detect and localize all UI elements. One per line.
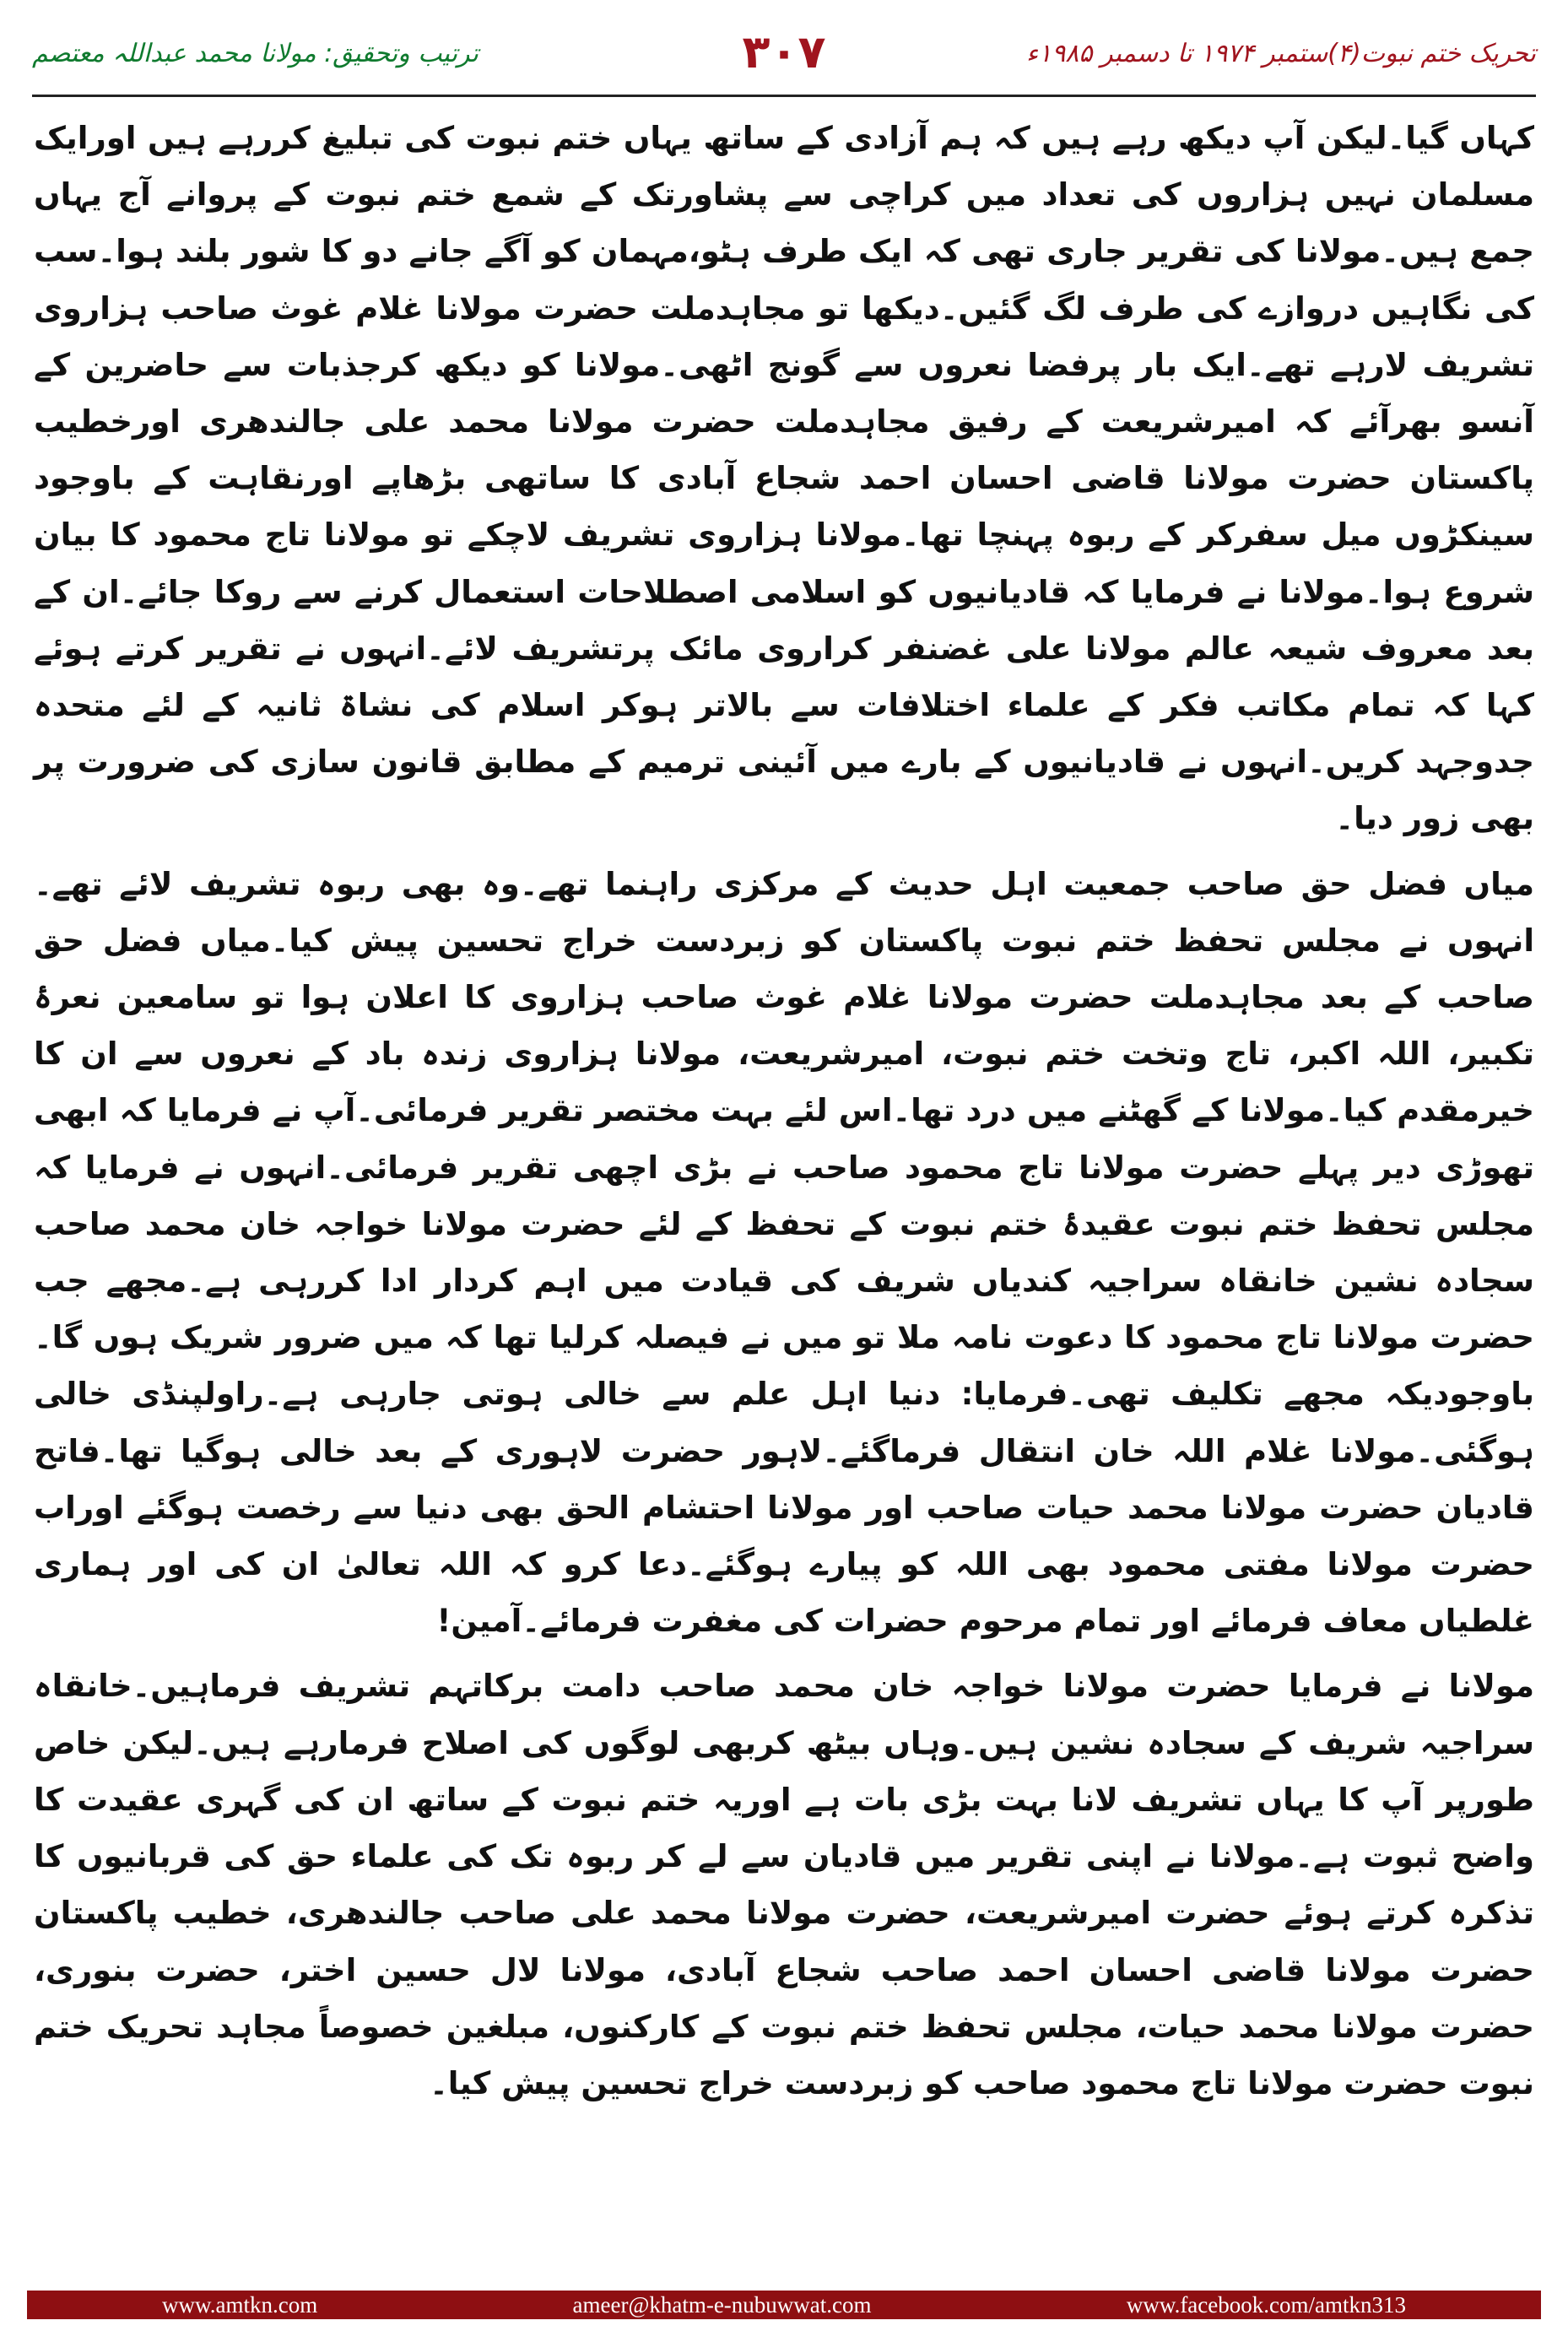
compiler-credit: ترتیب وتحقیق: مولانا محمد عبداللہ معتصم: [32, 39, 479, 68]
paragraph-1: کہاں گیا۔لیکن آپ دیکھ رہے ہیں کہ ہم آزادی کے ساتھ یہاں ختم نبوت کی تبلیغ کررہے ہیں اورایک مسلمان نہیں ہزاروں کی تعداد میں کراچی سے پشاورتک کے شمع ختم نبوت کے پروانے آج یہاں جمع ہیں۔مولانا کی تقریر جاری تھی کہ ایک طرف ہٹو،مہمان کو آگے جانے دو کا شور بلند ہوا۔سب کی نگاہیں دروازے کی طرف لگ گئیں۔دیکھا تو مجاہدملت حضرت مولانا غلام غوث صاحب ہزاروی تشریف لارہے تھے۔ایک بار پرفضا نعروں سے گونج اٹھی۔مولانا کو دیکھ کرجذبات سے حاضرین کے آنسو بھرآئے کہ امیرشریعت کے رفیق مجاہدملت حضرت مولانا محمد علی جالندھری اورخطیب پاکستان حضرت مولانا قاضی احسان احمد شجاع آبادی کا ساتھی بڑھاپے اورنقاہت کے باوجود سینکڑوں میل سفرکر کے ربوہ پہنچا تھا۔مولانا ہزاروی تشریف لاچکے تو مولانا تاج محمود کا بیان شروع ہوا۔مولانا نے فرمایا کہ قادیانیوں کو اسلامی اصطلاحات استعمال کرنے سے روکا جائے۔ان کے بعد معروف شیعہ عالم مولانا علی غضنفر کراروی مائک پرتشریف لائے۔انہوں نے تقریر کرتے ہوئے کہا کہ تمام مکاتب فکر کے علماء اختلافات سے بالاتر ہوکر اسلام کی نشاۃ ثانیہ کے لئے متحدہ جدوجہد کریں۔انہوں نے قادیانیوں کے بارے میں آئینی ترمیم کے مطابق قانون سازی کی ضرورت پر بھی زور دیا۔: [34, 120, 1534, 837]
footer-bar: [27, 2291, 1541, 2319]
paragraph-3: مولانا نے فرمایا حضرت مولانا خواجہ خان محمد صاحب دامت برکاتہم تشریف فرماہیں۔خانقاہ سراجیہ شریف کے سجادہ نشین ہیں۔وہاں بیٹھ کربھی لوگوں کی اصلاح فرمارہے ہیں۔لیکن خاص طورپر آپ کا یہاں تشریف لانا بہت بڑی بات ہے اوریہ ختم نبوت کے ساتھ ان کی گہری عقیدت کا واضح ثبوت ہے۔مولانا نے اپنی تقریر میں قادیان سے لے کر ربوہ تک کی علماء حق کی قربانیوں کا تذکرہ کرتے ہوئے حضرت امیرشریعت، حضرت مولانا محمد علی صاحب جالندھری، خطیب پاکستان حضرت مولانا قاضی احسان احمد صاحب شجاع آبادی، مولانا لال حسین اختر، حضرت بنوری، حضرت مولانا محمد حیات، مجلس تحفظ ختم نبوت کے کارکنوں، مبلغین خصوصاً مجاہد تحریک ختم نبوت حضرت مولانا تاج محمود صاحب کو زبردست خراج تحسین پیش کیا۔: [34, 1668, 1534, 2101]
paragraph-2: میاں فضل حق صاحب جمعیت اہل حدیث کے مرکزی راہنما تھے۔وہ بھی ربوہ تشریف لائے تھے۔انہوں نے مجلس تحفظ ختم نبوت پاکستان کو زبردست خراج تحسین پیش کیا۔میاں فضل حق صاحب کے بعد مجاہدملت حضرت مولانا غلام غوث صاحب ہزاروی کا اعلان ہوا تو سامعین نعرۂ تکبیر، اللہ اکبر، تاج وتخت ختم نبوت، امیرشریعت، مولانا ہزاروی زندہ باد کے نعروں سے ان کا خیرمقدم کیا۔مولانا کے گھٹنے میں درد تھا۔اس لئے بہت مختصر تقریر فرمائی۔آپ نے فرمایا کہ ابھی تھوڑی دیر پہلے حضرت مولانا تاج محمود صاحب نے بڑی اچھی تقریر فرمائی۔انہوں نے فرمایا کہ مجلس تحفظ ختم نبوت عقیدۂ ختم نبوت کے تحفظ کے لئے حضرت مولانا خواجہ خان محمد صاحب سجادہ نشین خانقاہ سراجیہ کندیاں شریف کی قیادت میں اہم کردار ادا کررہی ہے۔مجھے جب حضرت مولانا تاج محمود کا دعوت نامہ ملا تو میں نے فیصلہ کرلیا تھا کہ میں ضرور شریک ہوں گا۔باوجودیکہ مجھے تکلیف تھی۔فرمایا: دنیا اہل علم سے خالی ہوتی جارہی ہے۔راولپنڈی خالی ہوگئی۔مولانا غلام اللہ خان انتقال فرماگئے۔لاہور حضرت لاہوری کے بعد خالی ہوگیا تھا۔فاتح قادیان حضرت مولانا محمد حیات صاحب اور مولانا احتشام الحق بھی دنیا سے رخصت ہوگئے اوراب حضرت مولانا مفتی محمود بھی اللہ کو پیارے ہوگئے۔دعا کرو کہ اللہ تعالیٰ ان کی اور ہماری غلطیاں معاف فرمائے اور تمام مرحوم حضرات کی مغفرت فرمائے۔آمین!: [34, 865, 1534, 1640]
footer-email-link[interactable]: ameer@khatm-e-nubuwwat.com: [572, 2291, 872, 2318]
body-text: [34, 110, 1534, 2112]
footer-website-link[interactable]: www.amtkn.com: [162, 2291, 318, 2318]
page-header: [32, 25, 1536, 84]
page-number: ۳۰۷: [742, 25, 826, 78]
book-title: تحریک ختم نبوت(۴)ستمبر ۱۹۷۴ تا دسمبر ۱۹۸۵ء: [1025, 39, 1536, 68]
footer-facebook-link[interactable]: www.facebook.com/amtkn313: [1126, 2291, 1406, 2318]
header-divider: [32, 95, 1536, 97]
